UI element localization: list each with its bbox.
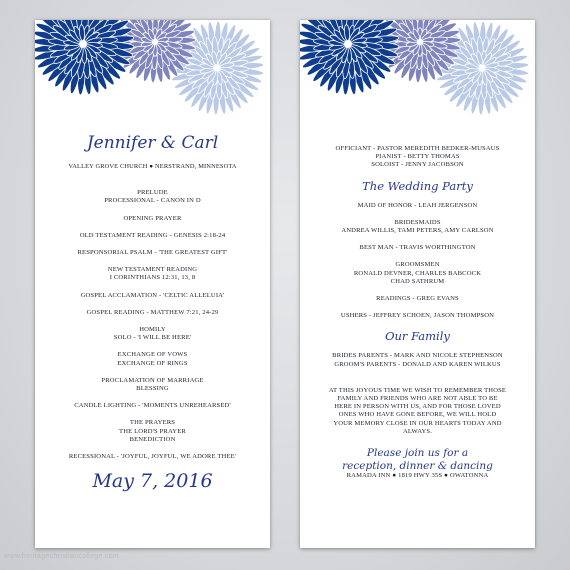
program-item-line: CANDLE LIGHTING - 'MOMENTS UNREHEARSED' [74,402,231,410]
flower-banner [300,20,535,125]
program-item-line: HOMILY [139,326,166,334]
program-item [35,266,270,282]
brides-parents: BRIDES PARENTS - MARK AND NICOLE STEPHENSON [332,352,503,360]
remembrance-line: ONES WHO HAVE GONE BEFORE, WE WILL HOLD [338,411,497,419]
program-item-line: RECESSIONAL - 'JOYFUL, JOYFUL, WE ADORE THEE' [68,453,237,461]
wedding-party-item [300,244,535,252]
program-item [35,453,270,461]
program-item-line: PROCESSIONAL - CANON IN D [104,197,201,205]
program-item-line: OLD TESTAMENT READING - GENESIS 2:18-24 [79,231,226,239]
program-item-line: BLESSING [136,385,169,393]
program-item [35,326,270,342]
program-list [35,189,270,461]
back-content [300,145,535,480]
reception-invite-line: Please join us for a [366,447,469,460]
remembrance-line: AT THIS JOYOUS TIME WE WISH TO REMEMBER THOSE [328,386,507,394]
pianist-line: PIANIST - BETTY THOMAS [375,153,460,161]
wedding-party-item [300,202,535,210]
ceremony-venue: VALLEY GROVE CHURCH ● NERSTRAND, MINNESOTA [68,163,237,170]
wedding-party-heading: The Wedding Party [362,178,473,193]
family-block [300,352,535,368]
remembrance-line: FAMILY AND FRIENDS WHO ARE NOT ABLE TO BE [337,395,498,403]
wedding-party-item [300,295,535,303]
wedding-party-item-line: READINGS - GREG EVANS [376,295,459,303]
grooms-parents: GROOM'S PARENTS - DONALD AND KAREN WILKUS [334,360,501,368]
wedding-party-item [300,312,535,320]
wedding-party-item-line: RONALD DEVNER, CHARLES BABCOCK [353,269,482,277]
remembrance-block [300,387,535,436]
wedding-party-list [300,202,535,321]
program-item-line: GOSPEL READING - MATTHEW 7:21, 24-29 [86,308,219,316]
program-item [35,419,270,444]
family-heading: Our Family [385,329,450,344]
wedding-party-item [300,261,535,286]
program-item-line: THE LORD'S PRAYER [119,427,186,435]
wedding-party-item-line: BEST MAN - TRAVIS WORTHINGTON [359,244,476,252]
flower-banner [35,20,270,125]
wedding-party-item-line: GROOMSMEN [395,261,440,269]
program-item-line: PROCLAMATION OF MARRIAGE [101,376,204,384]
program-item [35,402,270,410]
program-item-line: PRELUDE [137,189,168,197]
flower-navy [300,20,399,95]
program-item [35,309,270,317]
program-item-line: RESPONSORIAL PSALM - 'THE GREATEST GIFT' [77,249,228,257]
couple-names: Jennifer & Carl [86,133,219,153]
officiant-line: OFFICIANT - PASTOR MEREDITH BEDKER-MUSAUS [335,145,500,152]
program-item-line: EXCHANGE OF VOWS [117,351,188,359]
program-card-front [35,20,270,548]
program-item [35,292,270,300]
wedding-party-item-line: ANDREA WILLIS, TAMI PETERS, AMY CARLSON [341,227,494,235]
flower-navy [35,20,134,95]
program-item [35,351,270,367]
program-item [35,249,270,257]
program-card-back [300,20,535,548]
wedding-party-item [300,219,535,235]
officiants-block [300,145,535,170]
wedding-date: May 7, 2016 [92,470,213,493]
front-content [35,133,270,492]
wedding-party-item-line: BRIDESMAIDS [394,218,441,226]
reception-venue: RAMADA INN ● 1819 HWY 35S ● OWATONNA [346,472,489,480]
program-item [35,377,270,393]
wedding-party-item-line: MAID OF HONOR - LEAH JERGENSON [357,201,478,209]
remembrance-line: HERE IN PERSON WITH US, AND FOR THOSE LOVED [334,403,501,411]
watermark-text: www.heritagechristiancollege.com [4,553,120,560]
program-item-line: EXCHANGE OF RINGS [117,359,188,367]
program-item-line: NEW TESTAMENT READING [107,266,198,274]
program-item [35,215,270,223]
reception-invite-line: reception, dinner & dancing [342,459,493,472]
program-item [35,189,270,205]
wedding-party-item-line: USHERS - JEFFREY SCHOEN, JASON THOMPSON [340,312,495,320]
program-item-line: OPENING PRAYER [123,214,182,222]
program-item-line: SOLO - 'I WILL BE HERE' [113,334,192,342]
wedding-party-item-line: CHAD SATHRUM [390,277,445,285]
soloist-line: SOLOIST - JENNY JACOBSON [371,161,464,169]
remembrance-line: ALWAYS. [402,427,433,435]
program-item-line: GOSPEL ACCLAMATION - 'CELTIC ALLELUIA' [80,291,225,299]
program-item-line: I CORINTHIANS 12:31, 13, 8 [109,274,196,282]
program-item-line: THE PRAYERS [129,419,176,427]
program-item-line: BENEDICTION [129,435,176,443]
remembrance-line: YOUR MEMORY CLOSE IN OUR HEARTS TODAY AND [333,419,502,427]
program-item [35,232,270,240]
